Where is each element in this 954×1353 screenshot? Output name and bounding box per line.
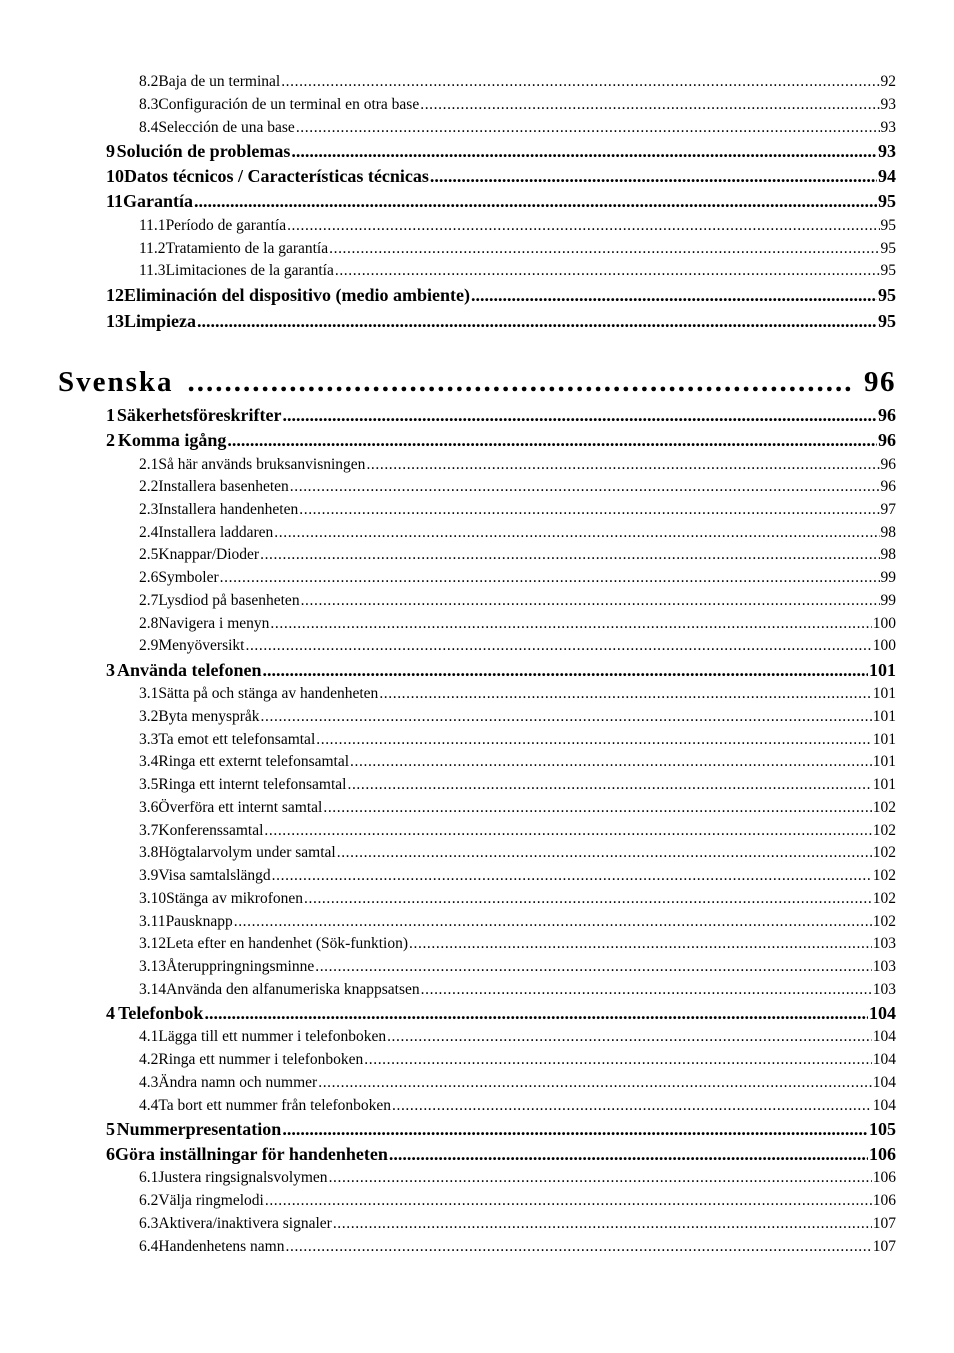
dot-leader: [197, 311, 877, 332]
toc-entry-title: Komma igång: [117, 430, 227, 450]
toc-entry-title: Ringa ett internt telefonsamtal: [158, 776, 347, 793]
toc-section-entry[interactable]: [139, 1074, 896, 1092]
toc-entry-page-number: 101: [872, 685, 896, 702]
dot-leader: [299, 501, 879, 519]
toc-section-entry[interactable]: [139, 1238, 896, 1256]
dot-leader: [471, 285, 877, 306]
toc-entry-title: Överföra ett internt samtal: [158, 799, 323, 816]
dot-leader: [430, 166, 877, 187]
toc-entry-number: 3.2: [139, 708, 159, 725]
toc-chapter-entry[interactable]: [106, 311, 896, 332]
toc-chapter-entry[interactable]: [106, 430, 896, 451]
dot-leader: [335, 262, 880, 280]
dot-leader: [291, 141, 877, 162]
toc-section-entry[interactable]: [139, 501, 896, 519]
toc-section-entry[interactable]: [139, 1097, 896, 1115]
toc-entry-page-number: 95: [880, 217, 896, 234]
toc-entry-title: Knappar/Dioder: [158, 546, 260, 563]
toc-entry-page-number: 106: [872, 1192, 896, 1209]
toc-chapter-entry[interactable]: [106, 405, 896, 426]
toc-section-entry[interactable]: [139, 844, 896, 862]
toc-entry-number: 3.5: [139, 776, 159, 793]
toc-entry-title: Göra inställningar för handenheten: [115, 1144, 388, 1164]
toc-section-entry[interactable]: [139, 981, 896, 999]
dot-leader: [379, 685, 871, 703]
toc-entry-number: 3.9: [139, 867, 159, 884]
dot-leader: [261, 708, 872, 726]
dot-leader: [421, 981, 872, 999]
toc-entry-title: Pausknapp: [165, 913, 233, 930]
toc-entry-title: Nummerpresentation: [116, 1119, 282, 1139]
toc-entry-page-number: 106: [872, 1169, 896, 1186]
toc-section-entry[interactable]: [139, 546, 896, 564]
toc-entry-number: 3: [106, 660, 115, 680]
dot-leader: [389, 1144, 868, 1165]
toc-entry-title: Baja de un terminal: [158, 73, 281, 90]
toc-entry-page-number: 95: [878, 285, 896, 305]
toc-entry-title: Använda den alfanumeriska knappsatsen: [166, 981, 420, 998]
toc-chapter-entry[interactable]: [106, 1144, 896, 1165]
toc-entry-title: Svenska: [58, 366, 174, 398]
toc-entry-number: 2.8: [139, 615, 159, 632]
toc-entry-number: 2.9: [139, 637, 159, 654]
toc-entry-page-number: 94: [878, 166, 896, 186]
toc-entry-page-number: 104: [872, 1028, 896, 1045]
toc-entry-number: 11: [106, 191, 124, 211]
dot-leader: [274, 524, 879, 542]
toc-section-entry[interactable]: [139, 217, 896, 235]
toc-section-entry[interactable]: [139, 119, 896, 137]
toc-entry-page-number: 95: [880, 240, 896, 257]
toc-section-entry[interactable]: [139, 637, 896, 655]
dot-leader: [366, 456, 879, 474]
toc-entry-title: Ändra namn och nummer: [158, 1074, 318, 1091]
toc-entry-number: 2.6: [139, 569, 159, 586]
toc-entry-page-number: 93: [880, 119, 896, 136]
toc-entry-number: 3.3: [139, 731, 159, 748]
toc-entry-number: 4.1: [139, 1028, 159, 1045]
toc-entry-number: 11.2: [139, 240, 166, 257]
toc-entry-page-number: 95: [878, 311, 896, 331]
toc-chapter-entry[interactable]: [106, 191, 896, 212]
toc-entry-number: 4: [106, 1003, 115, 1023]
toc-entry-title: Handenhetens namn: [158, 1238, 285, 1255]
toc-entry-page-number: 100: [872, 615, 896, 632]
toc-entry-title: Installera handenheten: [158, 501, 299, 518]
toc-entry-title: Stänga av mikrofonen: [166, 890, 304, 907]
toc-entry-title: Garantía: [123, 191, 194, 211]
dot-leader: [265, 1192, 872, 1210]
dot-leader: [272, 867, 872, 885]
toc-entry-number: 3.7: [139, 822, 159, 839]
toc-section-entry[interactable]: [139, 776, 896, 794]
toc-entry-number: 8.2: [139, 73, 159, 90]
toc-entry-number: 6.1: [139, 1169, 159, 1186]
toc-chapter-entry[interactable]: [106, 141, 896, 162]
toc-entry-number: 2: [106, 430, 115, 450]
toc-section-entry[interactable]: [139, 867, 896, 885]
dot-leader: [194, 191, 877, 212]
toc-entry-page-number: 98: [880, 546, 896, 563]
toc-entry-title: Högtalarvolym under samtal: [158, 844, 336, 861]
toc-entry-title: Selección de una base: [158, 119, 295, 136]
toc-entry-number: 4.4: [139, 1097, 159, 1114]
dot-leader: [392, 1097, 872, 1115]
toc-entry-title: Lägga till ett nummer i telefonboken: [158, 1028, 387, 1045]
toc-entry-page-number: 105: [869, 1119, 896, 1139]
toc-entry-page-number: 102: [872, 913, 896, 930]
toc-section-entry[interactable]: [139, 456, 896, 474]
toc-entry-title: Leta efter en handenhet (Sök-funktion): [166, 935, 409, 952]
toc-section-entry[interactable]: [139, 731, 896, 749]
toc-entry-number: 9: [106, 141, 115, 161]
toc-entry-page-number: 101: [872, 708, 896, 725]
dot-leader: [364, 1051, 871, 1069]
toc-entry-page-number: 107: [872, 1238, 896, 1255]
toc-entry-number: 4.3: [139, 1074, 159, 1091]
toc-section-entry[interactable]: [139, 935, 896, 953]
toc-entry-page-number: 101: [872, 731, 896, 748]
toc-entry-number: 2.1: [139, 456, 159, 473]
toc-section-entry[interactable]: [139, 685, 896, 703]
toc-entry-page-number: 102: [872, 799, 896, 816]
dot-leader: [347, 776, 871, 794]
toc-entry-page-number: 99: [880, 569, 896, 586]
dot-leader: [281, 73, 879, 91]
toc-entry-page-number: 92: [880, 73, 896, 90]
dot-leader: [420, 96, 879, 114]
dot-leader: [282, 405, 877, 426]
dot-leader: [260, 546, 879, 564]
toc-entry-page-number: 103: [872, 935, 896, 952]
toc-entry-number: 3.12: [139, 935, 167, 952]
toc-section-entry[interactable]: [139, 822, 896, 840]
toc-section-entry[interactable]: [139, 524, 896, 542]
toc-section-entry[interactable]: [139, 73, 896, 91]
toc-entry-page-number: 93: [878, 141, 896, 161]
toc-entry-page-number: 95: [878, 191, 896, 211]
dot-leader: [350, 753, 872, 771]
toc-section-entry[interactable]: [139, 1192, 896, 1210]
dot-leader: [188, 366, 854, 399]
toc-section-entry[interactable]: [139, 569, 896, 587]
toc-entry-page-number: 106: [869, 1144, 896, 1164]
dot-leader: [287, 217, 879, 235]
toc-entry-number: 6.3: [139, 1215, 159, 1232]
toc-entry-number: 3.4: [139, 753, 159, 770]
toc-entry-number: 12: [106, 285, 124, 305]
toc-chapter-entry[interactable]: [106, 166, 896, 187]
toc-entry-page-number: 102: [872, 867, 896, 884]
toc-entry-title: Installera laddaren: [158, 524, 274, 541]
toc-entry-page-number: 100: [872, 637, 896, 654]
toc-entry-title: Välja ringmelodi: [158, 1192, 264, 1209]
toc-entry-page-number: 101: [872, 753, 896, 770]
dot-leader: [270, 615, 871, 633]
toc-entry-page-number: 96: [880, 478, 896, 495]
toc-entry-page-number: 104: [872, 1097, 896, 1114]
toc-entry-title: Ringa ett nummer i telefonboken: [158, 1051, 364, 1068]
toc-entry-page-number: 104: [872, 1074, 896, 1091]
toc-entry-title: Använda telefonen: [117, 660, 262, 680]
toc-chapter-entry[interactable]: [106, 660, 896, 681]
toc-section-entry[interactable]: [139, 96, 896, 114]
toc-entry-page-number: 102: [872, 890, 896, 907]
toc-entry-number: 10: [106, 166, 124, 186]
toc-entry-page-number: 101: [869, 660, 896, 680]
dot-leader: [409, 935, 872, 953]
dot-leader: [315, 958, 872, 976]
dot-leader: [318, 1074, 872, 1092]
toc-entry-number: 11.1: [139, 217, 166, 234]
dot-leader: [329, 240, 879, 258]
toc-entry-title: Byta menyspråk: [158, 708, 260, 725]
toc-entry-title: Ta emot ett telefonsamtal: [158, 731, 316, 748]
toc-entry-page-number: 96: [878, 430, 896, 450]
toc-entry-page-number: 93: [880, 96, 896, 113]
toc-entry-page-number: 96: [864, 366, 896, 398]
toc-section-entry[interactable]: [139, 1169, 896, 1187]
toc-entry-number: 6: [106, 1144, 115, 1164]
toc-entry-title: Tratamiento de la garantía: [165, 240, 329, 257]
toc-entry-number: 6.4: [139, 1238, 159, 1255]
toc-section-entry[interactable]: [139, 913, 896, 931]
toc-entry-number: 3.1: [139, 685, 159, 702]
toc-entry-title: Datos técnicos / Características técnicas: [124, 166, 429, 186]
toc-section-entry[interactable]: [139, 240, 896, 258]
dot-leader: [282, 1119, 868, 1140]
dot-leader: [387, 1028, 872, 1046]
dot-leader: [296, 119, 880, 137]
toc-entry-title: Ta bort ett nummer från telefonboken: [158, 1097, 391, 1114]
toc-entry-page-number: 96: [880, 456, 896, 473]
toc-section-entry[interactable]: [139, 1215, 896, 1233]
toc-entry-page-number: 95: [880, 262, 896, 279]
toc-entry-title: Konferenssamtal: [158, 822, 264, 839]
toc-section-entry[interactable]: [139, 592, 896, 610]
toc-entry-number: 2.4: [139, 524, 159, 541]
toc-entry-title: Eliminación del dispositivo (medio ambiente): [124, 285, 471, 305]
toc-entry-title: Återuppringningsminne: [166, 958, 315, 975]
toc-entry-title: Visa samtalslängd: [158, 867, 271, 884]
toc-language-heading[interactable]: [58, 366, 896, 399]
toc-entry-title: Telefonbok: [118, 1003, 204, 1023]
toc-entry-number: 1: [106, 405, 115, 425]
toc-entry-page-number: 107: [872, 1215, 896, 1232]
toc-entry-number: 13: [106, 311, 124, 331]
toc-section-entry[interactable]: [139, 708, 896, 726]
toc-entry-title: Symboler: [158, 569, 219, 586]
dot-leader: [333, 1215, 872, 1233]
toc-entry-number: 11.3: [139, 262, 166, 279]
dot-leader: [220, 569, 880, 587]
toc-section-entry[interactable]: [139, 890, 896, 908]
toc-entry-title: Período de garantía: [165, 217, 287, 234]
toc-entry-number: 2.2: [139, 478, 159, 495]
toc-entry-page-number: 98: [880, 524, 896, 541]
toc-section-entry[interactable]: [139, 799, 896, 817]
toc-entry-number: 3.8: [139, 844, 159, 861]
toc-entry-page-number: 104: [872, 1051, 896, 1068]
toc-entry-number: 2.3: [139, 501, 159, 518]
toc-entry-number: 3.14: [139, 981, 167, 998]
toc-section-entry[interactable]: [139, 1028, 896, 1046]
toc-chapter-entry[interactable]: [106, 285, 896, 306]
toc-entry-number: 3.13: [139, 958, 167, 975]
toc-entry-title: Limitaciones de la garantía: [165, 262, 334, 279]
toc-section-entry[interactable]: [139, 958, 896, 976]
toc-entry-page-number: 102: [872, 822, 896, 839]
toc-entry-page-number: 99: [880, 592, 896, 609]
toc-entry-title: Säkerhetsföreskrifter: [116, 405, 282, 425]
dot-leader: [316, 731, 872, 749]
toc-entry-number: 3.6: [139, 799, 159, 816]
dot-leader: [337, 844, 872, 862]
dot-leader: [323, 799, 871, 817]
toc-entry-title: Solución de problemas: [116, 141, 291, 161]
dot-leader: [329, 1169, 872, 1187]
toc-entry-title: Lysdiod på basenheten: [158, 592, 300, 609]
toc-entry-title: Menyöversikt: [158, 637, 245, 654]
toc-entry-number: 3.10: [139, 890, 167, 907]
dot-leader: [290, 478, 880, 496]
toc-entry-title: Limpieza: [124, 311, 196, 331]
dot-leader: [286, 1238, 872, 1256]
toc-entry-number: 6.2: [139, 1192, 159, 1209]
toc-entry-page-number: 104: [869, 1003, 896, 1023]
toc-entry-page-number: 101: [872, 776, 896, 793]
toc-entry-page-number: 102: [872, 844, 896, 861]
toc-entry-number: 4.2: [139, 1051, 159, 1068]
toc-entry-page-number: 97: [880, 501, 896, 518]
toc-entry-title: Sätta på och stänga av handenheten: [158, 685, 379, 702]
toc-entry-title: Navigera i menyn: [158, 615, 270, 632]
toc-entry-number: 8.4: [139, 119, 159, 136]
toc-section-entry[interactable]: [139, 1051, 896, 1069]
toc-entry-number: 2.5: [139, 546, 159, 563]
dot-leader: [304, 890, 872, 908]
toc-entry-number: 3.11: [139, 913, 166, 930]
dot-leader: [245, 637, 871, 655]
toc-entry-title: Justera ringsignalsvolymen: [158, 1169, 328, 1186]
toc-entry-title: Så här används bruksanvisningen: [158, 456, 366, 473]
toc-entry-title: Ringa ett externt telefonsamtal: [158, 753, 350, 770]
toc-section-entry[interactable]: [139, 262, 896, 280]
dot-leader: [204, 1003, 868, 1024]
toc-entry-page-number: 103: [872, 958, 896, 975]
toc-entry-page-number: 103: [872, 981, 896, 998]
toc-entry-number: 8.3: [139, 96, 159, 113]
dot-leader: [227, 430, 877, 451]
toc-section-entry[interactable]: [139, 615, 896, 633]
dot-leader: [234, 913, 872, 931]
toc-chapter-entry[interactable]: [106, 1119, 896, 1140]
toc-entry-title: Configuración de un terminal en otra base: [158, 96, 420, 113]
toc-section-entry[interactable]: [139, 478, 896, 496]
toc-entry-title: Aktivera/inaktivera signaler: [158, 1215, 332, 1232]
toc-entry-number: 5: [106, 1119, 115, 1139]
dot-leader: [301, 592, 880, 610]
dot-leader: [264, 822, 871, 840]
toc-chapter-entry[interactable]: [106, 1003, 896, 1024]
toc-entry-number: 2.7: [139, 592, 159, 609]
dot-leader: [263, 660, 868, 681]
toc-section-entry[interactable]: [139, 753, 896, 771]
toc-entry-title: Installera basenheten: [158, 478, 289, 495]
toc-entry-page-number: 96: [878, 405, 896, 425]
